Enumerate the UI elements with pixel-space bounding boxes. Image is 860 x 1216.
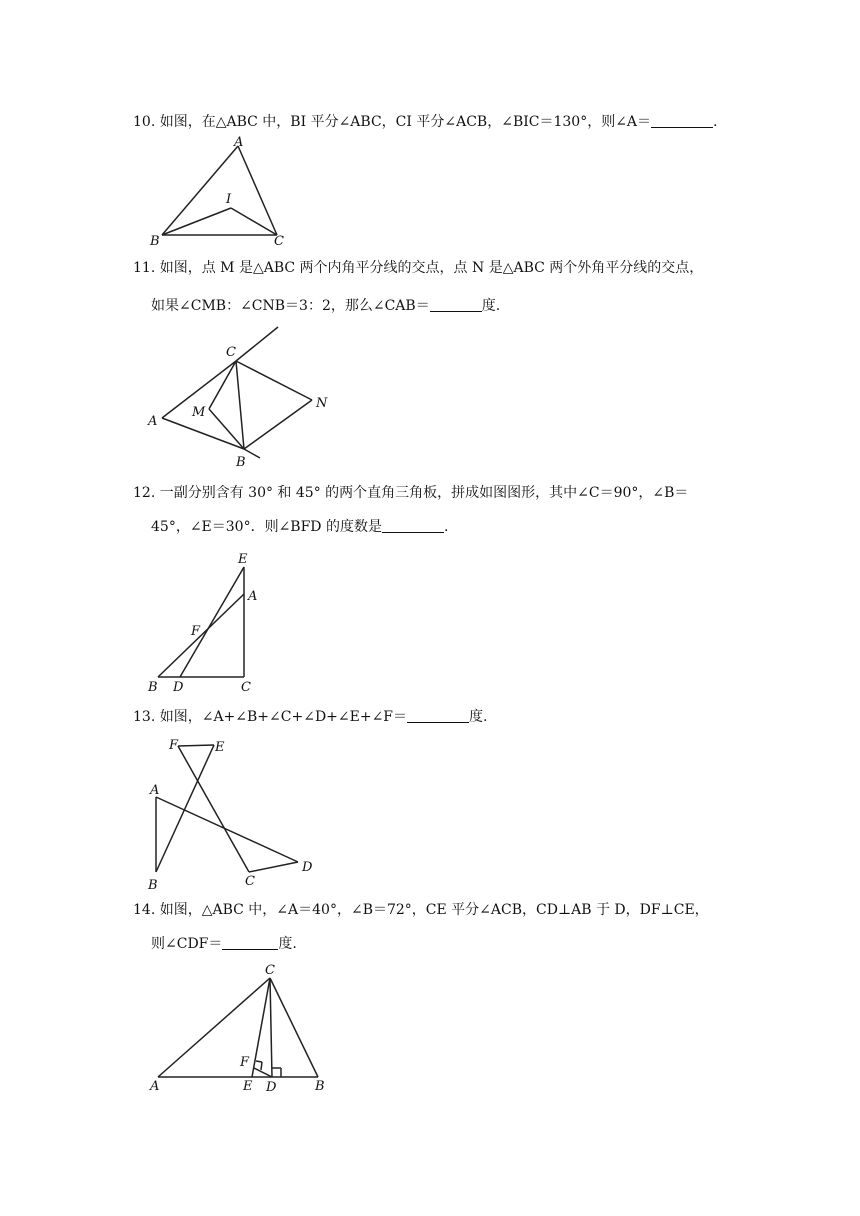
question-number: 14. <box>133 902 156 918</box>
question-stem: 如图，△ABC 中，∠A＝40°，∠B＝72°，CE 平分∠ACB，CD⊥AB 于 D，DF⊥CE， <box>159 902 709 918</box>
question-number: 13. <box>133 709 156 725</box>
question-11-line-1 <box>133 258 703 278</box>
figure-13 <box>140 730 340 895</box>
point-i-label: I <box>226 192 232 207</box>
point-a-label: A <box>234 135 244 150</box>
question-tail: 度. <box>278 936 297 952</box>
point-a-label: A <box>150 1079 160 1094</box>
figure-10 <box>140 135 300 255</box>
figure-lines <box>158 978 318 1077</box>
answer-blank[interactable] <box>382 518 444 533</box>
point-f-label: F <box>191 624 201 639</box>
question-stem: 45°，∠E＝30°．则∠BFD 的度数是 <box>151 519 382 535</box>
point-a-label: A <box>148 414 158 429</box>
question-12-line-1 <box>133 483 688 503</box>
point-d-label: D <box>302 860 313 875</box>
question-tail: 度. <box>481 298 501 314</box>
answer-blank[interactable] <box>651 113 713 128</box>
point-e-label: E <box>215 740 225 755</box>
figure-lines <box>158 567 244 677</box>
figure-lines <box>162 327 312 458</box>
point-b-label: B <box>236 455 246 470</box>
point-a-label: A <box>150 783 160 798</box>
figure-12 <box>140 548 280 698</box>
question-stem: 则∠CDF＝ <box>151 936 223 952</box>
question-number: 11. <box>133 260 156 276</box>
figure-14 <box>140 960 340 1100</box>
question-stem: 一副分别含有 30° 和 45° 的两个直角三角板，拼成如图图形，其中∠C＝90°，∠B＝ <box>159 485 689 501</box>
triangle-abc <box>162 146 277 235</box>
question-13-text <box>133 707 487 727</box>
question-tail: . <box>444 519 449 535</box>
question-14-line-1 <box>133 900 709 920</box>
point-b-label: B <box>148 680 158 695</box>
point-b-label: B <box>148 878 158 893</box>
answer-blank[interactable] <box>430 297 482 312</box>
point-e-label: E <box>238 552 248 567</box>
point-n-label: N <box>316 396 328 411</box>
point-f-label: F <box>169 738 179 753</box>
question-tail: 度. <box>469 709 488 725</box>
question-stem: 如图，在△ABC 中，BI 平分∠ABC，CI 平分∠ACB，∠BIC＝130°，则∠A＝ <box>159 114 652 130</box>
question-stem: 如图，∠A+∠B+∠C+∠D+∠E+∠F＝ <box>159 709 408 725</box>
question-tail: . <box>713 114 718 130</box>
point-b-label: B <box>315 1079 325 1094</box>
question-12-line-2 <box>151 517 448 537</box>
point-c-label: C <box>245 874 255 889</box>
question-stem: 如果∠CMB：∠CNB＝3：2，那么∠CAB＝ <box>151 298 430 314</box>
answer-blank[interactable] <box>222 935 278 950</box>
point-f-label: F <box>240 1055 250 1070</box>
figure-lines <box>156 745 298 872</box>
question-stem: 如图，点 M 是△ABC 两个内角平分线的交点，点 N 是△ABC 两个外角平分线的交点， <box>159 260 704 276</box>
point-c-label: C <box>226 345 236 360</box>
point-c-label: C <box>265 963 275 978</box>
answer-blank[interactable] <box>407 708 469 723</box>
point-m-label: M <box>192 405 206 420</box>
figure-11 <box>140 325 340 475</box>
question-number: 10. <box>133 114 156 130</box>
point-e-label: E <box>243 1079 253 1094</box>
point-c-label: C <box>274 234 284 249</box>
question-14-line-2 <box>151 934 297 954</box>
question-number: 12. <box>133 485 156 501</box>
question-10-text <box>133 112 717 132</box>
point-c-label: C <box>241 680 251 695</box>
point-d-label: D <box>173 680 184 695</box>
point-d-label: D <box>266 1080 277 1095</box>
question-11-line-2 <box>151 296 500 316</box>
point-b-label: B <box>150 234 160 249</box>
point-a-label: A <box>248 589 258 604</box>
